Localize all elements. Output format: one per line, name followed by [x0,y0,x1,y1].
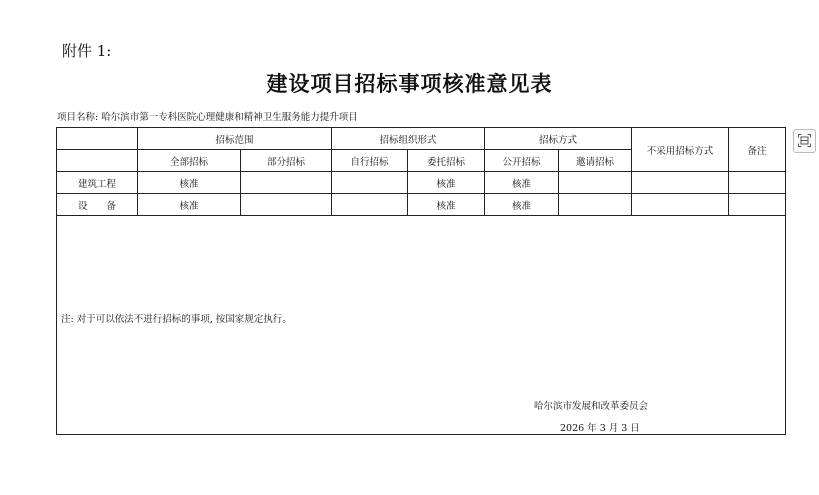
group-header-organization: 招标组织形式 [332,128,485,150]
note-cell [57,216,786,435]
table-cell: 核准 [138,172,241,194]
organization-signature: 哈尔滨市发展和改革委员会 [534,401,649,412]
row-label: 建筑工程 [57,172,138,194]
corner-cell [57,128,138,150]
corner-cell [57,150,138,172]
table-cell [632,172,729,194]
subheader-cell: 邀请招标 [559,150,632,172]
table-cell [332,172,408,194]
group-header-method: 招标方式 [485,128,632,150]
subheader-cell: 部分招标 [241,150,332,172]
table-cell: 核准 [485,194,559,216]
table-cell: 核准 [138,194,241,216]
subheader-cell: 委托招标 [408,150,485,172]
table-cell: 核准 [408,172,485,194]
attachment-label: 附件 1: [62,42,112,60]
project-name: 项目名称: 哈尔滨市第一专科医院心理健康和精神卫生服务能力提升项目 [57,112,358,123]
no-bid-header: 不采用招标方式 [632,128,729,172]
table-header-row [57,128,786,150]
table-cell [241,172,332,194]
document-title: 建设项目招标事项核准意见表 [266,71,553,96]
table-cell: 核准 [485,172,559,194]
table-cell [632,194,729,216]
table-cell [559,172,632,194]
subheader-cell: 全部招标 [138,150,241,172]
table-cell [241,194,332,216]
table-cell [729,172,786,194]
table-cell [332,194,408,216]
note-row [57,216,786,435]
subheader-cell: 自行招标 [332,150,408,172]
scan-button[interactable] [793,129,816,153]
note-text: 注: 对于可以依法不进行招标的事项, 按国家规定执行。 [61,314,292,325]
approval-table [56,127,786,435]
subheader-cell: 公开招标 [485,150,559,172]
scan-icon [798,132,811,151]
signature-date: 2026 年 3 月 3 日 [560,423,640,434]
table-cell [559,194,632,216]
table-row [57,172,786,194]
table-row [57,194,786,216]
remark-header: 备注 [729,128,786,172]
table-cell [729,194,786,216]
table-cell: 核准 [408,194,485,216]
row-label: 设 备 [57,194,138,216]
group-header-scope: 招标范围 [138,128,332,150]
